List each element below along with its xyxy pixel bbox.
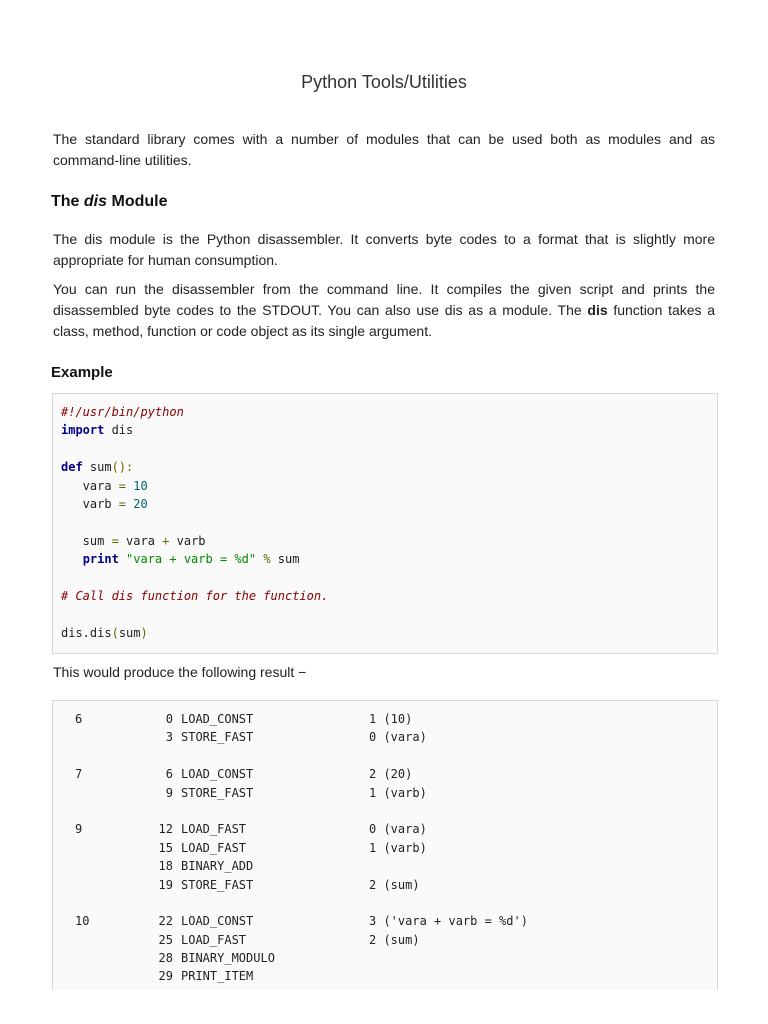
vara-name: vara (61, 478, 119, 493)
print-indent (61, 552, 83, 566)
bytecode-argument: 0 (vara) (369, 822, 427, 837)
bytecode-offset: 12 (158, 822, 173, 837)
import-module: dis (104, 423, 134, 438)
bytecode-row (53, 710, 717, 728)
code-blank-line (61, 569, 717, 587)
vara-eq: = (118, 478, 127, 493)
print-percent: % (256, 552, 271, 567)
sum-eq: = (111, 533, 119, 548)
result-intro: This would produce the following result − (53, 664, 307, 680)
bytecode-offset: 6 (165, 767, 173, 782)
dis-usage-paragraph (53, 279, 715, 342)
bytecode-row (53, 912, 717, 930)
bytecode-offset: 25 (158, 932, 173, 947)
heading-suffix: Module (111, 193, 168, 210)
bytecode-opname: LOAD_CONST (181, 914, 254, 929)
source-line-number: 9 (75, 822, 83, 837)
code-line (61, 550, 717, 568)
bytecode-argument: 3 ('vara + varb = %d') (369, 914, 528, 929)
import-keyword: import (61, 423, 105, 438)
bytecode-offset: 15 (158, 840, 173, 855)
bytecode-argument: 1 (varb) (369, 840, 427, 855)
bytecode-row (53, 931, 717, 949)
code-line (61, 458, 717, 476)
bytecode-row (53, 728, 717, 746)
sum-operand-b: varb (169, 533, 206, 548)
call-close-paren: ) (140, 625, 148, 640)
group-gap (53, 894, 717, 912)
page-title: Python Tools/Utilities (301, 72, 467, 92)
bytecode-row (53, 820, 717, 838)
varb-value: 20 (126, 496, 148, 511)
source-line-number: 6 (75, 712, 83, 726)
bytecode-opname: LOAD_FAST (181, 840, 247, 855)
group-gap (53, 802, 717, 820)
bytecode-opname: PRINT_ITEM (181, 969, 254, 984)
bytecode-argument: 1 (varb) (369, 785, 427, 800)
disassembly-output-block (52, 700, 718, 990)
bytecode-opname: STORE_FAST (181, 877, 254, 892)
vara-value: 10 (126, 478, 148, 493)
bytecode-offset: 22 (158, 914, 173, 929)
bytecode-offset: 18 (158, 859, 173, 874)
code-line (61, 477, 717, 495)
code-blank-line (61, 513, 717, 531)
bytecode-row (53, 839, 717, 857)
function-name: sum (82, 460, 112, 475)
varb-eq: = (118, 496, 127, 511)
code-blank-line (61, 440, 717, 458)
code-line (61, 421, 717, 439)
bytecode-row (53, 784, 717, 802)
heading-italic: dis (83, 193, 108, 210)
heading-prefix: The (51, 193, 80, 210)
usage-text-part2: function takes a class, method, function or code object as its single argument. (53, 302, 716, 339)
shebang-comment: #!/usr/bin/python (61, 405, 184, 419)
bytecode-opname: LOAD_FAST (181, 822, 247, 837)
bytecode-opname: STORE_FAST (181, 730, 254, 745)
bytecode-argument: 2 (sum) (369, 932, 420, 947)
example-code-block (52, 393, 718, 654)
print-string: "vara + varb = %d" (118, 552, 257, 567)
sum-plus: + (162, 533, 170, 548)
print-arg: sum (270, 552, 300, 567)
group-gap (53, 747, 717, 765)
sum-name: sum (61, 533, 112, 548)
bytecode-offset: 29 (158, 969, 173, 984)
bytecode-offset: 28 (158, 951, 173, 966)
varb-name: varb (61, 496, 119, 511)
code-line (61, 495, 717, 513)
code-line (61, 532, 717, 550)
bytecode-row (53, 857, 717, 875)
bytecode-row (53, 765, 717, 783)
source-line-number: 10 (75, 914, 90, 929)
source-line-number: 7 (75, 767, 83, 782)
bytecode-argument: 0 (vara) (369, 730, 427, 745)
intro-paragraph: The standard library comes with a number of modules that can be used both as modules and as command-line utilities. (53, 131, 715, 168)
dis-description-paragraph: The dis module is the Python disassembler. It converts byte codes to a format that is slightly more appropriate for human consumption. (53, 231, 715, 268)
bytecode-opname: LOAD_FAST (181, 932, 247, 947)
bytecode-opname: BINARY_MODULO (181, 951, 275, 966)
bytecode-argument: 1 (10) (369, 712, 413, 726)
bytecode-opname: BINARY_ADD (181, 859, 254, 874)
call-arg: sum (118, 625, 141, 640)
bytecode-offset: 3 (165, 730, 173, 745)
bytecode-offset: 19 (158, 877, 173, 892)
bytecode-row (53, 949, 717, 967)
call-name: dis.dis (61, 625, 112, 640)
call-open-paren: ( (111, 625, 119, 640)
usage-bold-dis: dis (587, 302, 608, 318)
bytecode-row (53, 967, 717, 985)
def-paren: (): (111, 460, 134, 475)
section-heading (51, 193, 167, 211)
bytecode-opname: LOAD_CONST (181, 712, 254, 726)
code-line (61, 624, 717, 642)
code-blank-line (61, 605, 717, 623)
call-comment: # Call dis function for the function. (61, 588, 329, 603)
sum-operand-a: vara (118, 533, 163, 548)
example-heading: Example (51, 364, 113, 381)
bytecode-row (53, 876, 717, 894)
usage-text-part1: You can run the disassembler from the command line. It compiles the given script and prints the disassembled byte codes to the STDOUT. You can also use dis as a module. The (53, 281, 715, 318)
code-line (61, 403, 717, 421)
print-keyword: print (82, 552, 119, 567)
bytecode-argument: 2 (20) (369, 767, 413, 782)
code-line (61, 587, 717, 605)
bytecode-argument: 2 (sum) (369, 877, 420, 892)
bytecode-opname: LOAD_CONST (181, 767, 254, 782)
def-keyword: def (61, 460, 83, 475)
bytecode-offset: 9 (165, 785, 173, 800)
bytecode-offset: 0 (165, 712, 173, 726)
bytecode-opname: STORE_FAST (181, 785, 254, 800)
